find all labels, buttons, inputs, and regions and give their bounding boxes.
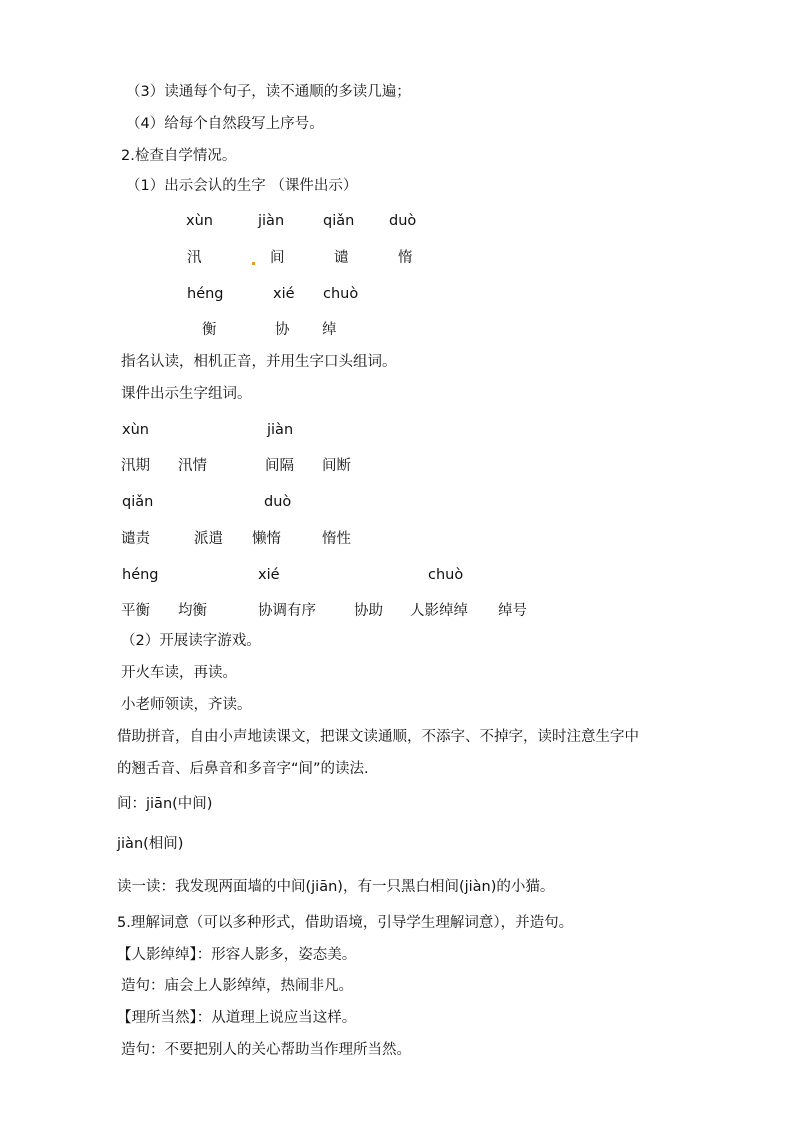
group-word: 间断 [322, 458, 351, 474]
group-word: 协助 [354, 603, 383, 619]
group-word: 谴责 [121, 531, 150, 547]
group-word: 派遣 [194, 531, 223, 547]
grid-char: 汛 [187, 250, 202, 266]
group-word: 汛期 [121, 458, 150, 474]
step-4-text: （4）给每个自然段写上序号。 [126, 116, 324, 132]
pinyin-read-line-1: 借助拼音，自由小声地读课文，把课文读通顺，不添字、不掉字，读时注意生字中 [117, 729, 639, 745]
grid-pinyin: qiǎn [323, 213, 355, 229]
grid-char: 谴 [334, 250, 349, 266]
group-word: 均衡 [178, 603, 207, 619]
group-word: 汛情 [178, 458, 207, 474]
group-pinyin: héng [122, 567, 159, 583]
understand-heading: 5.理解词意（可以多种形式，借助语境，引导学生理解词意），并造句。 [117, 915, 574, 931]
grid-pinyin: duò [389, 213, 417, 229]
group-pinyin: jiàn [267, 422, 294, 438]
pinyin-read-line-2: 的翘舌音、后鼻音和多音字“间”的读法. [117, 761, 369, 777]
lisuo-definition: 【理所当然】：从道理上说应当这样。 [117, 1010, 357, 1026]
group-pinyin: xié [258, 567, 280, 583]
renying-sentence: 造句：庙会上人影绰绰，热闹非凡。 [121, 978, 353, 994]
mark-dot [252, 262, 255, 265]
read-sentence-text: 读一读：我发现两面墙的中间(jiān)，有一只黑白相间(jiàn)的小猫。 [117, 879, 555, 895]
train-text: 开火车读，再读。 [121, 665, 237, 681]
game-text: （2）开展读字游戏。 [121, 633, 261, 649]
group-word: 惰性 [322, 531, 351, 547]
group-word: 平衡 [121, 603, 150, 619]
grid-pinyin: chuò [323, 286, 359, 302]
group-word: 协调有序 [258, 603, 316, 619]
show-chars-text: （1）出示会认的生字 （课件出示） [126, 178, 358, 194]
teacher-text: 小老师领读，齐读。 [121, 697, 252, 713]
jian1-text: 间：jiān(中间) [117, 796, 213, 812]
group-word: 绰号 [498, 603, 527, 619]
grid-pinyin: jiàn [258, 213, 285, 229]
grid-pinyin: xùn [186, 213, 213, 229]
renying-definition: 【人影绰绰】：形容人影多，姿态美。 [117, 947, 357, 963]
grid-pinyin: xié [273, 286, 295, 302]
grid-char: 衡 [202, 322, 217, 338]
group-word: 间隔 [265, 458, 294, 474]
grid-char: 协 [275, 322, 290, 338]
group-pinyin: xùn [122, 422, 149, 438]
grid-char: 绰 [322, 322, 337, 338]
name-read-text: 指名认读，相机正音，并用生字口头组词。 [121, 354, 397, 370]
group-pinyin: chuò [428, 567, 464, 583]
check-heading: 2.检查自学情况。 [121, 148, 237, 164]
step-3-text: （3）读通每个句子，读不通顺的多读几遍； [126, 84, 411, 100]
group-word: 人影绰绰 [410, 603, 468, 619]
grid-char: 惰 [398, 250, 413, 266]
lisuo-sentence: 造句：不要把别人的关心帮助当作理所当然。 [121, 1042, 411, 1058]
group-word: 懒惰 [252, 531, 281, 547]
jian4-text: jiàn(相间) [117, 836, 184, 852]
grid-pinyin: héng [187, 286, 224, 302]
grid-char: 间 [270, 250, 285, 266]
group-pinyin: qiǎn [122, 494, 154, 510]
courseware-words-text: 课件出示生字组词。 [121, 386, 252, 402]
group-pinyin: duò [264, 494, 292, 510]
